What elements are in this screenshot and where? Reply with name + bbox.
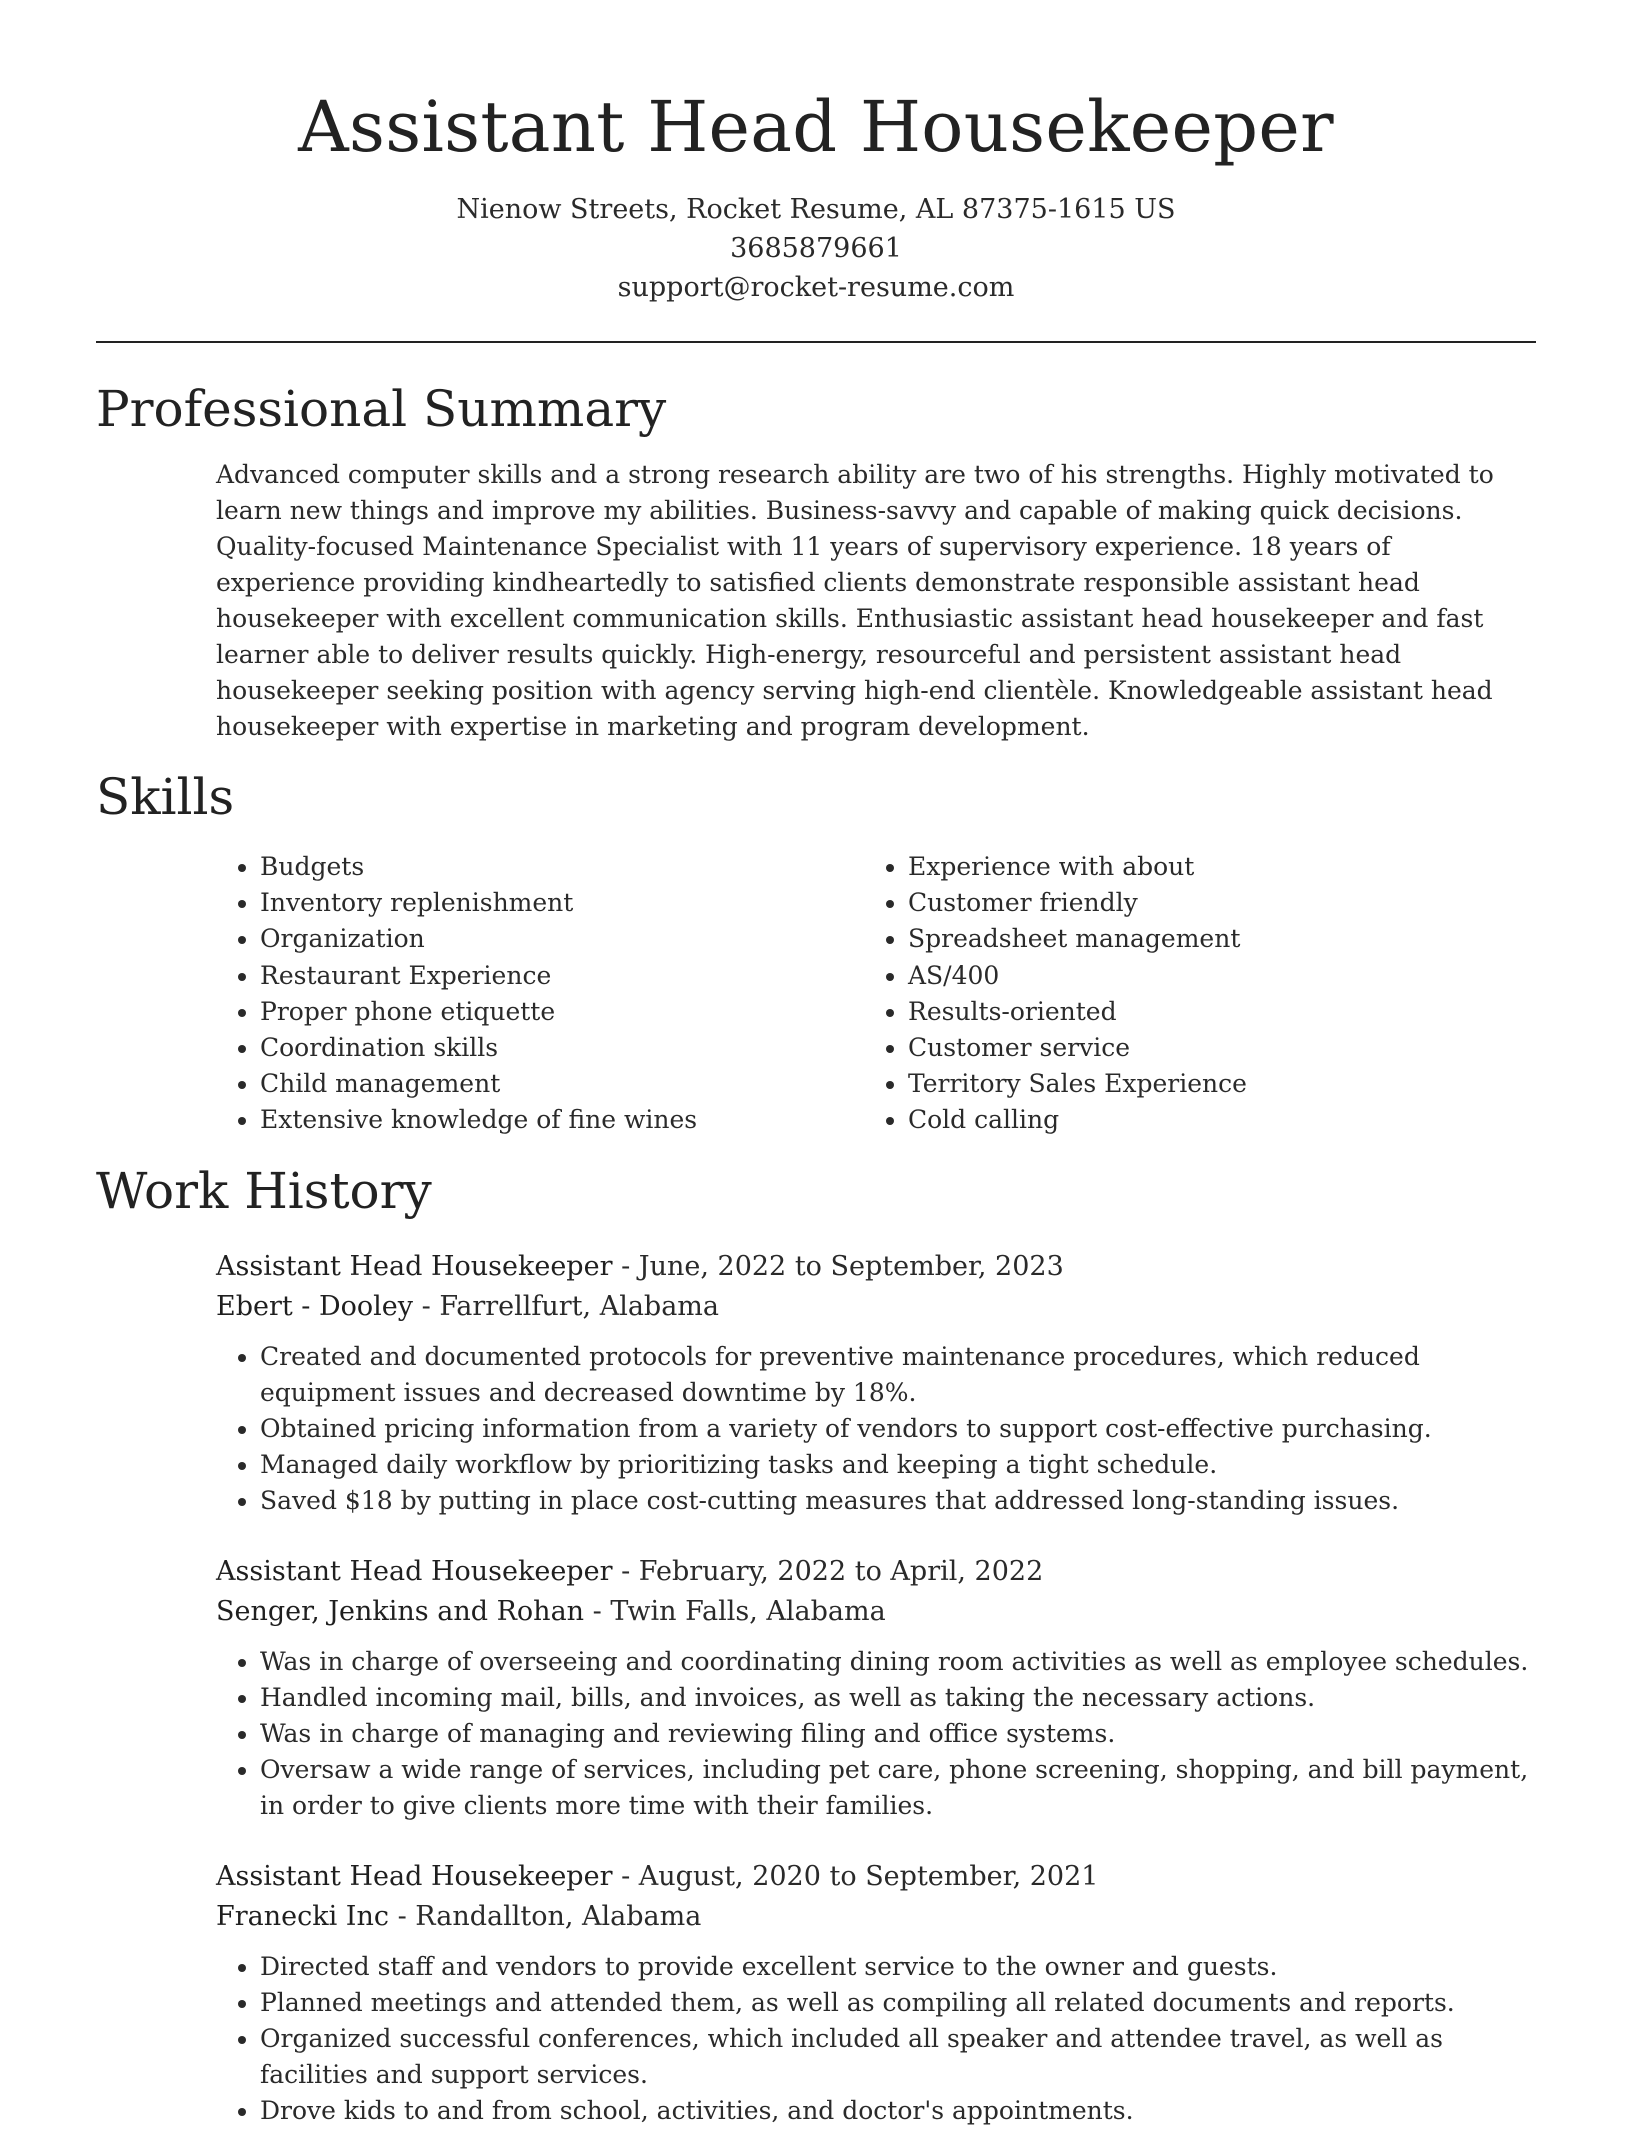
skill-item: • Results-oriented <box>908 994 1536 1030</box>
skill-item: • Restaurant Experience <box>260 958 864 994</box>
job-bullet: • Obtained pricing information from a variety of vendors to support cost-effective purchasing. <box>260 1411 1536 1447</box>
skill-item: • Coordination skills <box>260 1030 864 1066</box>
skill-item: • Proper phone etiquette <box>260 994 864 1030</box>
job-entry <box>216 1247 1536 1520</box>
job-role: Assistant Head Housekeeper <box>216 1860 613 1892</box>
skills-column-right <box>864 849 1536 1139</box>
skill-item: • AS/400 <box>908 958 1536 994</box>
skill-item: • Cold calling <box>908 1102 1536 1138</box>
skill-item: • Budgets <box>260 849 864 885</box>
job-dates: - February, 2022 to April, 2022 <box>612 1555 1044 1587</box>
contact-block <box>96 190 1536 307</box>
header-divider <box>96 341 1536 343</box>
job-bullets <box>216 1644 1536 1825</box>
job-bullets <box>216 1339 1536 1520</box>
job-company-line <box>216 1287 1536 1327</box>
job-bullet: • Organized successful conferences, which included all speaker and attendee travel, as well as facilities and support services. <box>260 2021 1536 2093</box>
job-location: - Twin Falls, Alabama <box>584 1595 886 1627</box>
job-company-line <box>216 1592 1536 1632</box>
job-bullet: • Oversaw a wide range of services, including pet care, phone screening, shopping, and bill payment, in order to give clients more time with their families. <box>260 1752 1536 1824</box>
job-title-line <box>216 1552 1536 1592</box>
job-bullets <box>216 1949 1536 2130</box>
contact-email: support@rocket-resume.com <box>617 272 1015 303</box>
job-bullet: • Planned meetings and attended them, as well as compiling all related documents and reports. <box>260 1985 1536 2021</box>
job-dates: - August, 2020 to September, 2021 <box>612 1860 1099 1892</box>
skills-heading: Skills <box>96 768 235 826</box>
job-bullet: • Handled incoming mail, bills, and invoices, as well as taking the necessary actions. <box>260 1680 1536 1716</box>
skills-list <box>216 849 1536 1139</box>
skill-item: • Customer friendly <box>908 885 1536 921</box>
summary-heading: Professional Summary <box>96 380 667 438</box>
job-company: Franecki Inc <box>216 1900 389 1932</box>
job-entry <box>216 1857 1536 2130</box>
job-bullet: • Created and documented protocols for preventive maintenance procedures, which reduced equipment issues and decreased downtime by 18%. <box>260 1339 1536 1411</box>
skill-item: • Organization <box>260 921 864 957</box>
job-role: Assistant Head Housekeeper <box>216 1250 613 1282</box>
skill-item: • Experience with about <box>908 849 1536 885</box>
job-bullet: • Directed staff and vendors to provide excellent service to the owner and guests. <box>260 1949 1536 1985</box>
job-bullet: • Was in charge of managing and reviewing filing and office systems. <box>260 1716 1536 1752</box>
skill-item: • Customer service <box>908 1030 1536 1066</box>
skills-column-left <box>216 849 864 1139</box>
contact-address: Nienow Streets, Rocket Resume, AL 87375-1615 US <box>456 194 1176 225</box>
job-role: Assistant Head Housekeeper <box>216 1555 613 1587</box>
skill-item: • Territory Sales Experience <box>908 1066 1536 1102</box>
candidate-name: Assistant Head Housekeeper <box>298 86 1334 168</box>
summary-text: Advanced computer skills and a strong research ability are two of his strengths. Highly motivated to learn new things and improve my abilities. Business-savvy and capable of making quick decisions. Quality-focused Maintenance Specialist with 11 years of supervisory experience. 18 years of experience providing kindheartedly to satisfied clients demonstrate responsible assistant head housekeeper with excellent communication skills. Enthusiastic assistant head housekeeper and fast learner able to deliver results quickly. High-energy, resourceful and persistent assistant head housekeeper seeking position with agency serving high-end clientèle. Knowledgeable assistant head housekeeper with expertise in marketing and program development. <box>216 460 1494 741</box>
job-title-line <box>216 1247 1536 1287</box>
job-title-line <box>216 1857 1536 1897</box>
job-location: - Farrellfurt, Alabama <box>413 1290 720 1322</box>
job-company: Ebert - Dooley <box>216 1290 414 1322</box>
job-company-line <box>216 1897 1536 1937</box>
skill-item: • Inventory replenishment <box>260 885 864 921</box>
job-bullet: • Saved $18 by putting in place cost-cutting measures that addressed long-standing issues. <box>260 1483 1536 1519</box>
job-dates: - June, 2022 to September, 2023 <box>612 1250 1064 1282</box>
job-entry <box>216 1552 1536 1825</box>
job-bullet: • Drove kids to and from school, activities, and doctor's appointments. <box>260 2093 1536 2129</box>
job-bullet: • Managed daily workflow by prioritizing tasks and keeping a tight schedule. <box>260 1447 1536 1483</box>
work-history-heading: Work History <box>96 1161 432 1220</box>
job-company: Senger, Jenkins and Rohan <box>216 1595 585 1627</box>
skill-item: • Extensive knowledge of fine wines <box>260 1102 864 1138</box>
skill-item: • Child management <box>260 1066 864 1102</box>
contact-phone: 3685879661 <box>730 233 902 264</box>
job-location: - Randallton, Alabama <box>388 1900 702 1932</box>
job-bullet: • Was in charge of overseeing and coordinating dining room activities as well as employee schedules. <box>260 1644 1536 1680</box>
skill-item: • Spreadsheet management <box>908 921 1536 957</box>
